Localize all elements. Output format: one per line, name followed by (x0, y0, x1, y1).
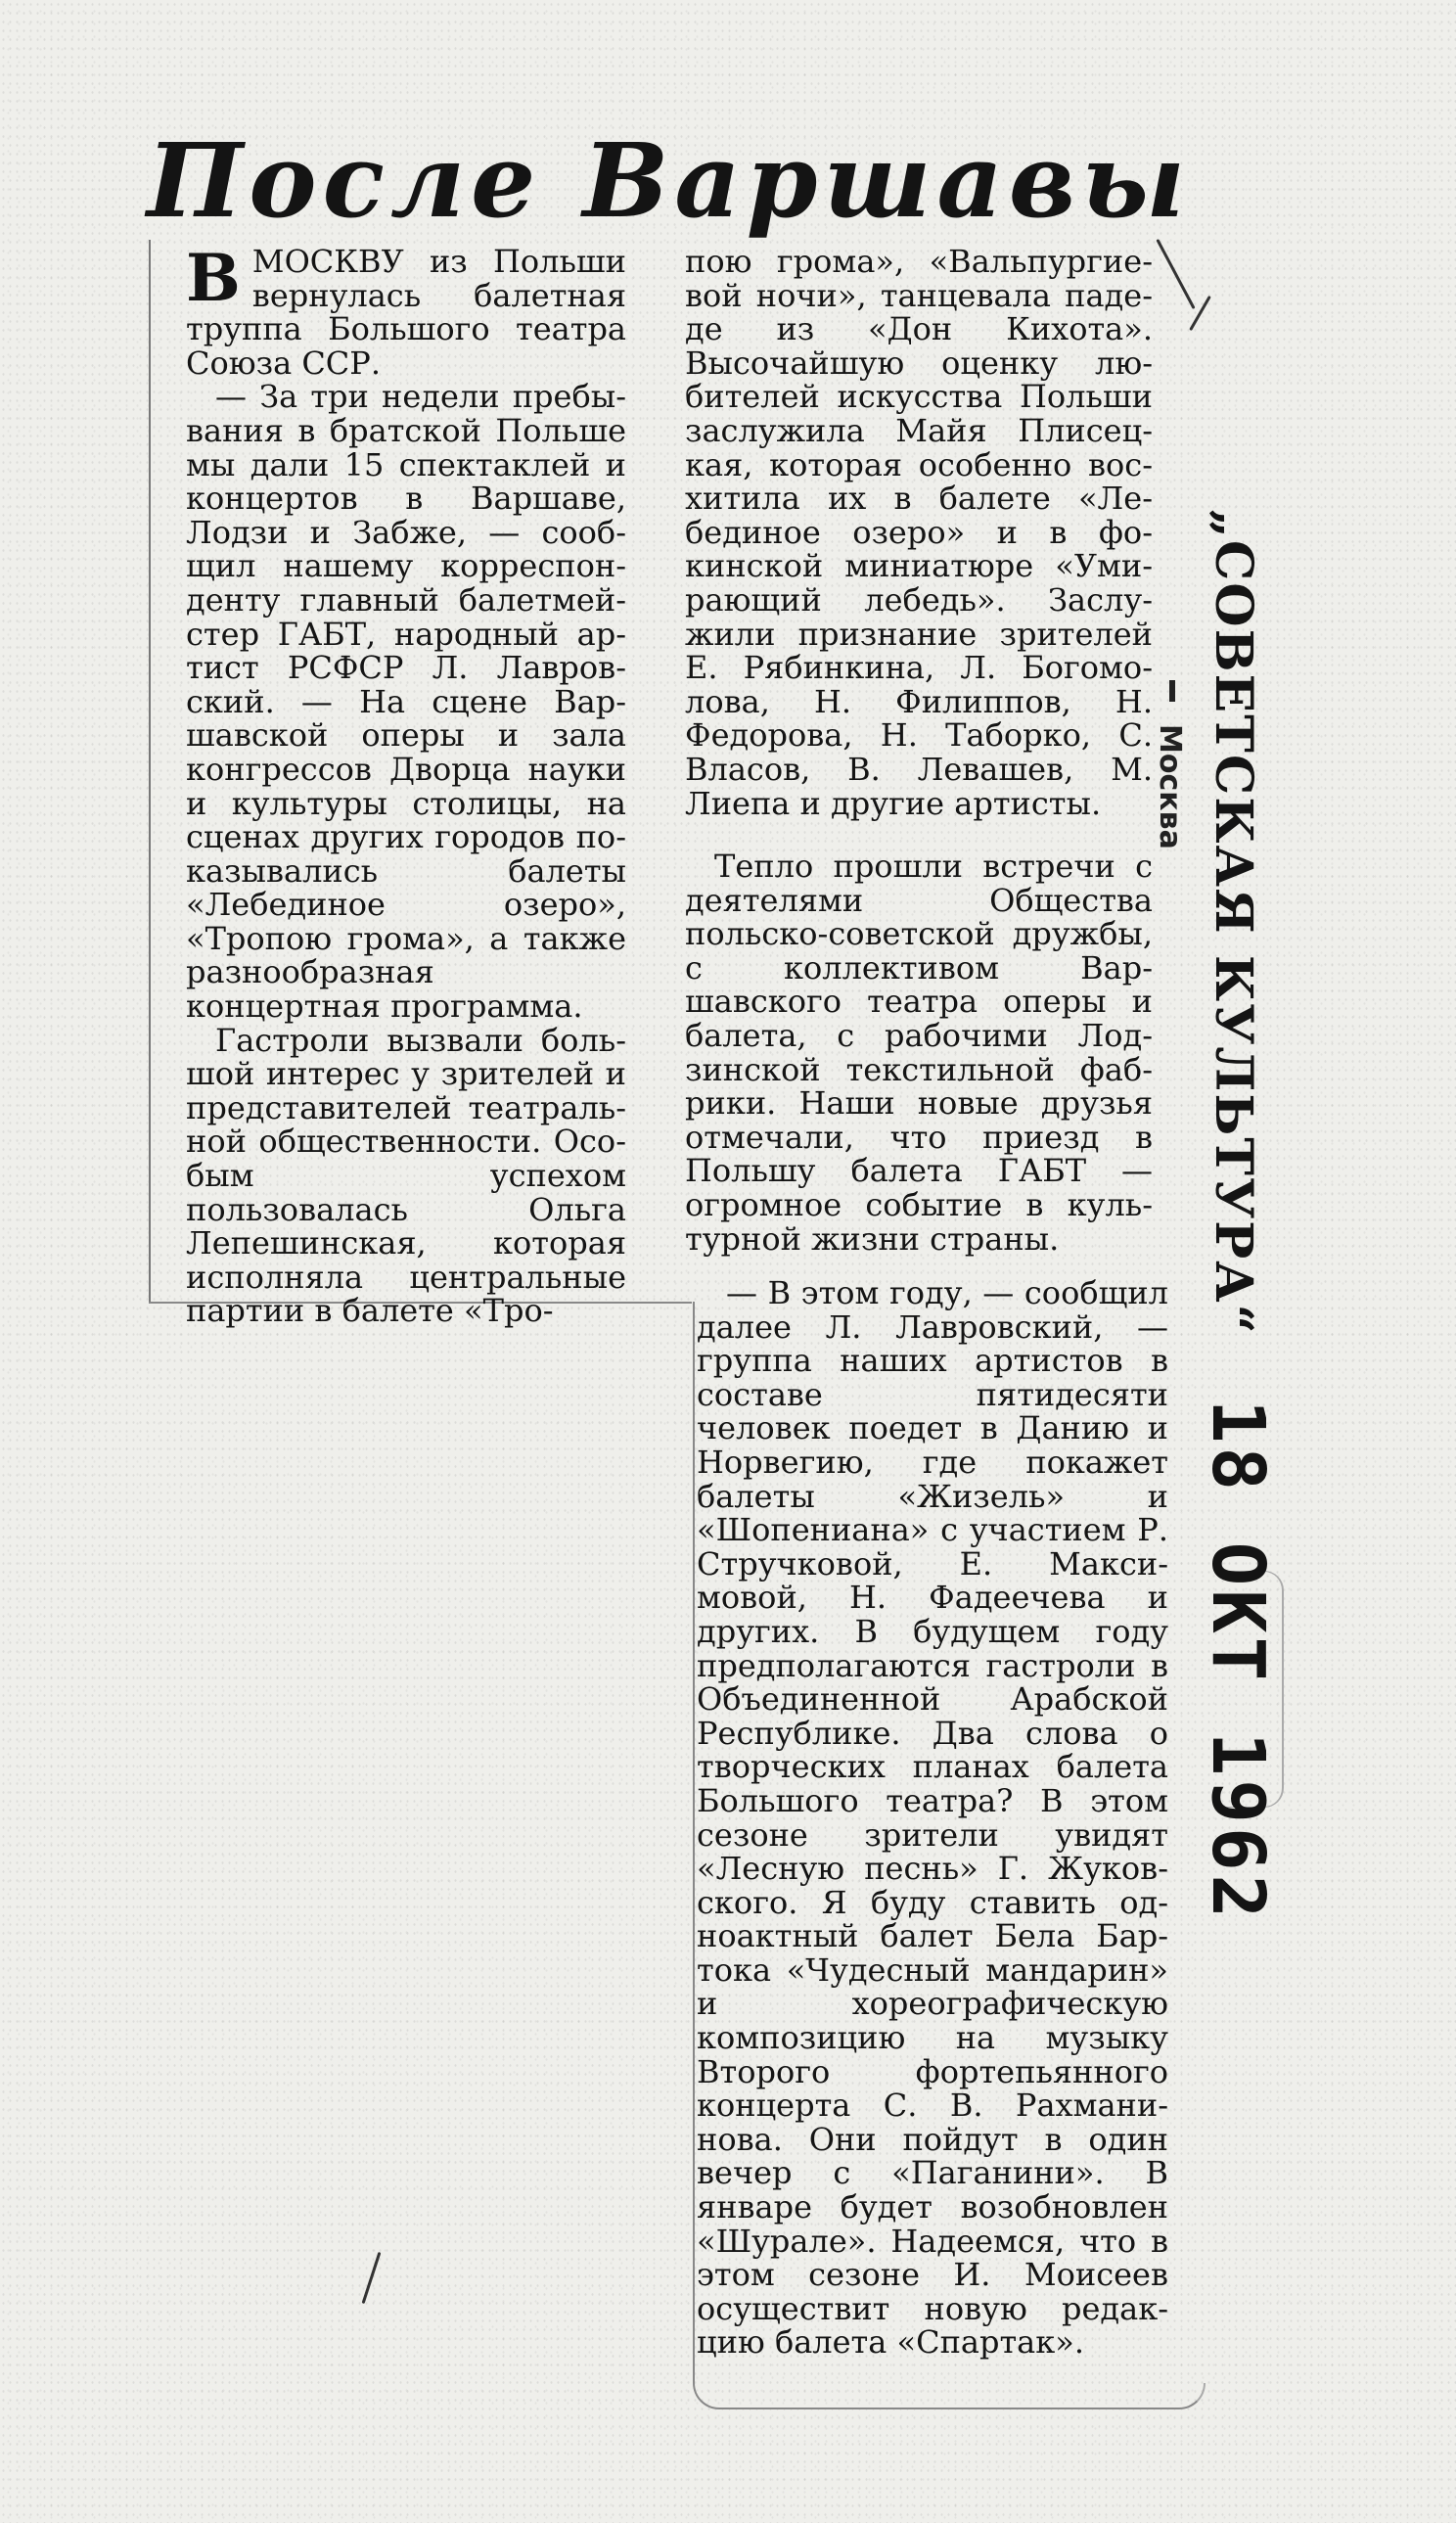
city-stamp: Москва (1153, 724, 1187, 849)
clipping-border-left (149, 240, 152, 1302)
date-stamp: 18 ОКТ 1962 (1196, 1399, 1280, 1923)
pencil-mark (1156, 239, 1195, 309)
pencil-mark (1189, 296, 1211, 331)
clipping-border-inner (693, 1302, 695, 2383)
paragraph-text: МОСКВУ из Польши вернулась балетная труппа Большого театра Союза ССР. (186, 243, 626, 382)
paragraph: — За три недели пребывания в братской Польше мы дали 15 спектаклей и концертов в Варшаве, Лодзи и Забже, — сообщил нашему корреспонденту главный балетмейстер ГАБТ, народный артист РСФСР Л. Лавровский. — На сцене Варшавской оперы и зала конгрессов Дворца науки и культуры столицы, на сценах других городов показывались балеты «Лебединое озеро», «Тропою грома», а также разнообразная концертная программа. (186, 378, 626, 1026)
article-column-3 (697, 1276, 1168, 2360)
drop-cap: В (186, 240, 241, 316)
paragraph: — В этом году, — сообщил далее Л. Лавровский, — группа наших артистов в составе пятидесяти человек поедет в Данию и Норвегию, где покажет балеты «Жизель» и «Шопениана» с участием Р. Стручковой, Е. Максимовой, Н. Фадеечева и других. В будущем году предполагаются гастроли в Объединенной Арабской Республике. Два слова о творческих планах балета Большого театра? В этом сезоне зрители увидят «Лесную песнь» Г. Жуковского. Я буду ставить одноактный балет Бела Бартока «Чудесный мандарин» и хореографическую композицию на музыку Второго фортепьянного концерта С. В. Рахманинова. Они пойдут в один вечер с «Паганини». В январе будет возобновлен «Шурале». Надеемся, что в этом сезоне И. Моисеев осуществит новую редакцию балета «Спартак». (697, 1274, 1168, 2362)
newspaper-source-stamp: „СОВЕТСКАЯ КУЛЬТУРА“ (1204, 509, 1263, 1336)
headline: После Варшавы (147, 120, 1192, 241)
article-column-1 (186, 240, 626, 1330)
paragraph (186, 240, 626, 382)
article-column-2 (685, 245, 1153, 1256)
paragraph: Тепло прошли встречи с деятелями Общества польско-советской дружбы, с коллективом Варшавского театра оперы и балета, с рабочими Лодзинской текстильной фабрики. Наши новые друзья отмечали, что приезд в Польшу балета ГАБТ — огромное событие в культурной жизни страны. (685, 848, 1153, 1258)
pencil-mark (362, 2252, 382, 2304)
paragraph: пою грома», «Вальпургиевой ночи», танцевала паде-де из «Дон Кихота». Высочайшую оценку любителей искусства Польши заслужила Майя Плисецкая, которая особенно восхитила их в балете «Лебединое озеро» и в фокинской миниатюре «Умирающий лебедь». Заслужили признание зрителей Е. Рябинкина, Л. Богомолова, Н. Филиппов, Н. Федорова, Н. Таборко, С. Власов, В. Левашев, М. Лиепа и другие артисты. (685, 243, 1153, 822)
clipping-border-lower (693, 2383, 1206, 2409)
paragraph: Гастроли вызвали большой интерес у зрителей и представителей театральной общественности. Особым успехом пользовалась Ольга Лепешинская, которая исполняла центральные партии в балете «Тро- (186, 1021, 626, 1330)
stamp-dash (1169, 680, 1175, 702)
